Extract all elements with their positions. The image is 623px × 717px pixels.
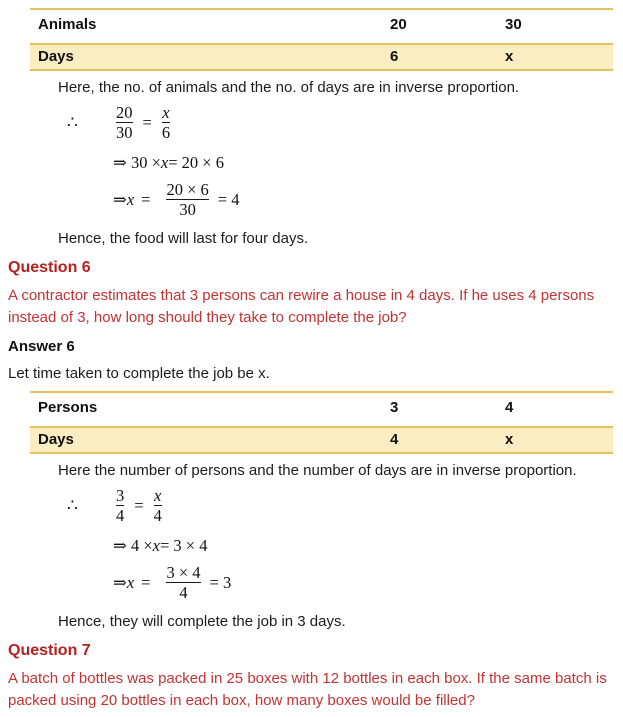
equation-text: ⇒ 4 × xyxy=(113,536,153,555)
fraction xyxy=(159,103,173,142)
therefore-symbol: ∴ xyxy=(67,112,78,132)
fraction-denominator: 6 xyxy=(161,123,171,142)
table-cell-value: 4 xyxy=(505,399,514,416)
implies-arrow: ⇒ xyxy=(113,189,127,209)
variable-x: x xyxy=(152,536,160,555)
conclusion-text: Hence, the food will last for four days. xyxy=(58,230,309,247)
fraction-denominator: 4 xyxy=(166,582,200,602)
inverse-proportion-note: Here, the no. of animals and the no. of days are in inverse proportion. xyxy=(58,79,520,96)
table-cell-label: Animals xyxy=(38,16,97,33)
variable-x: x xyxy=(126,189,135,209)
table-cell-value: 4 xyxy=(390,431,399,448)
fraction-numerator: 20 xyxy=(116,103,133,122)
table-cell-value: 3 xyxy=(390,399,399,416)
math-equation xyxy=(67,486,623,525)
table-row xyxy=(30,391,613,424)
fraction xyxy=(113,486,127,525)
question7-heading: Question 7 xyxy=(8,642,91,659)
table-cell-label: Days xyxy=(38,431,74,448)
math-working-2 xyxy=(67,486,623,602)
table-cell-value: 30 xyxy=(505,16,522,33)
answer6-intro: Let time taken to complete the job be x. xyxy=(8,365,270,382)
fraction-numerator: 3 × 4 xyxy=(166,563,201,582)
equation-text: = 3 × 4 xyxy=(159,536,208,555)
fraction xyxy=(163,563,203,602)
table-cell-label: Persons xyxy=(38,399,98,416)
fraction xyxy=(151,486,165,525)
fraction xyxy=(113,103,136,142)
math-equation xyxy=(113,563,623,602)
equation-text: = 20 × 6 xyxy=(168,153,224,172)
table-row xyxy=(30,8,613,41)
equals-sign: = xyxy=(141,572,151,592)
equals-sign: = xyxy=(142,112,152,132)
fraction-denominator: 4 xyxy=(153,506,162,525)
fraction-numerator: 20 × 6 xyxy=(166,180,209,199)
question7-text: A batch of bottles was packed in 25 boxes with 12 bottles in each box. If the same batch is packed using 20 bottles in each box, how many boxes would be filled? xyxy=(8,670,607,709)
question6-text: A contractor estimates that 3 persons can rewire a house in 4 days. If he uses 4 persons instead of 3, how long should they take to complete the job? xyxy=(8,287,595,326)
variable-x: x xyxy=(160,153,169,172)
math-equation xyxy=(67,103,623,142)
persons-days-table xyxy=(30,391,613,454)
table-cell-value: x xyxy=(505,48,514,65)
table-cell-label: Days xyxy=(38,48,74,65)
table-cell-value: x xyxy=(505,431,514,448)
equals-sign: = xyxy=(134,495,144,515)
math-equation xyxy=(113,536,623,555)
fraction-numerator: x xyxy=(162,103,170,122)
animals-days-table xyxy=(30,8,613,71)
table-row xyxy=(30,426,613,454)
equation-text: ⇒ 30 × xyxy=(113,153,161,172)
math-working-1 xyxy=(67,103,623,219)
fraction-denominator: 30 xyxy=(116,123,133,142)
equation-result: = 3 xyxy=(209,572,232,592)
table-cell-value: 6 xyxy=(390,48,399,65)
equals-sign: = xyxy=(141,189,151,209)
math-equation xyxy=(113,180,623,219)
question6-heading: Question 6 xyxy=(8,259,91,276)
variable-x: x xyxy=(126,572,135,592)
equation-result: = 4 xyxy=(217,189,240,209)
fraction-denominator: 4 xyxy=(116,506,125,525)
therefore-symbol: ∴ xyxy=(67,495,78,515)
fraction xyxy=(163,180,211,219)
fraction-numerator: x xyxy=(154,486,162,505)
fraction-denominator: 30 xyxy=(166,199,208,219)
answer6-heading: Answer 6 xyxy=(8,338,75,355)
table-cell-value: 20 xyxy=(390,16,407,33)
math-equation xyxy=(113,153,623,172)
implies-arrow: ⇒ xyxy=(113,572,127,592)
inverse-proportion-note: Here the number of persons and the number of days are in inverse proportion. xyxy=(58,462,577,479)
table-row xyxy=(30,43,613,71)
conclusion-text: Hence, they will complete the job in 3 days. xyxy=(58,613,346,630)
fraction-numerator: 3 xyxy=(116,486,125,505)
